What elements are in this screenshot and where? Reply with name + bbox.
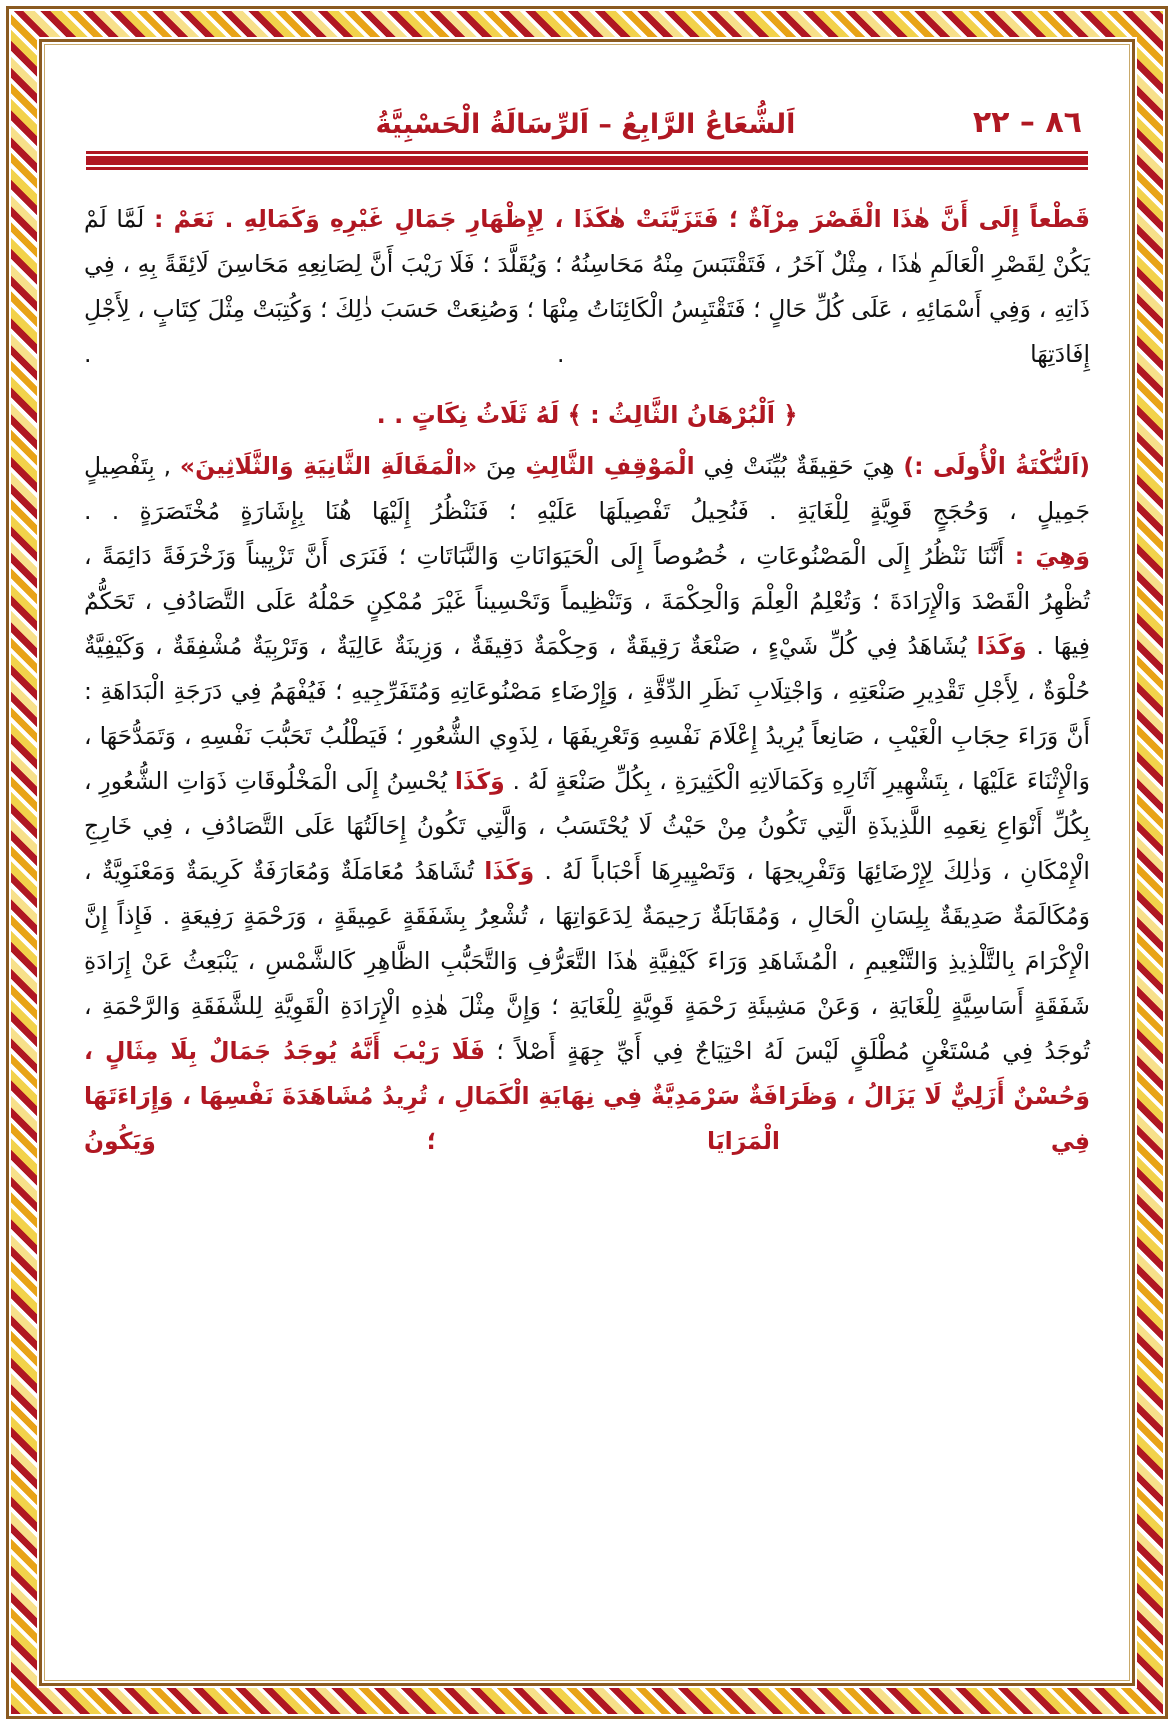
- paragraph-3-red-4: وَكَذَا: [484, 857, 535, 885]
- heading-third-proof-after: لَهُ ثَلَاثُ نِكَاتٍ . .: [376, 401, 560, 429]
- paragraph-3-red-3: وَكَذَا: [454, 767, 505, 795]
- paragraph-2-red-label: (اَلنُّكْتَةُ الْأُولَى :): [903, 452, 1090, 480]
- paragraph-2-red-3: «الْمَقَالَةِ الثَّانِيَةِ وَالثَّلَاثِينَ»: [179, 452, 478, 480]
- paragraph-3-text-3: يُحْسِنُ إِلَى الْمَخْلُوقَاتِ ذَوَاتِ الشُّعُورِ ، بِكُلِّ أَنْوَاعِ نِعَمِهِ اللَّذِيذَةِ الَّتِي تَكُونُ مِنْ حَيْثُ لَا يُحْتَسَبُ ، وَالَّتِي تَكُونُ إِحَالَتُهَا عَلَى التَّصَادُفِ ، فِي خَارِجِ الْإِمْكَانِ ، وَذٰلِكَ لِإِرْضَائِهَا وَتَفْرِيحِهَا ، وَتَصْيِيرِهَا أَحْبَاباً لَهُ .: [84, 767, 1090, 885]
- paragraph-3-red-2: وَكَذَا: [976, 632, 1027, 660]
- paragraph-1-rest: لَمَّا لَمْ يَكُنْ لِقَصْرِ الْعَالَمِ هٰذَا ، مِثْلٌ آخَرُ ، فَتَقْتَبَسَ مِنْهُ مَحَاسِنُهُ ؛ وَيُقَلَّدَ ؛ فَلَا رَيْبَ أَنَّ لِصَانِعِهِ مَحَاسِنَ لَائِقَةً بِهِ ، فِي ذَاتِهِ ، وَفِي أَسْمَائِهِ ، عَلَى كُلِّ حَالٍ ؛ فَتَقْتَبِسُ الْكَائِنَاتُ مِنْهَا ؛ وَصُنِعَتْ حَسَبَ ذٰلِكَ ؛ وَكُتِبَتْ مِثْلَ كِتَابٍ ، لِأَجْلِ إِفَادَتِهَا . .: [84, 205, 1090, 368]
- paragraph-3-text-4: تُشَاهَدُ مُعَامَلَةٌ وَمُعَارَفَةٌ كَرِيمَةٌ وَمَعْنَوِيَّةٌ ، وَمُكَالَمَةٌ صَدِيقَةٌ بِلِسَانِ الْحَالِ ، وَمُقَابَلَةٌ رَحِيمَةٌ لِدَعَوَاتِهَا ، تُشْعِرُ بِشَفَقَةٍ عَمِيقَةٍ ، وَرَحْمَةٍ رَفِيعَةٍ . فَإِذاً إِنَّ الْإِكْرَامَ بِالتَّلْذِيذِ وَالتَّنْعِيمِ ، الْمُشَاهَدِ وَرَاءَ كَيْفِيَّةِ هٰذَا التَّعَرُّفِ وَالتَّحَبُّبِ الظَّاهِرِ كَالشَّمْسِ ، يَنْبَعِثُ عَنْ إِرَادَةِ شَفَقَةٍ أَسَاسِيَّةٍ لِلْغَايَةِ ، وَعَنْ مَشِيئَةِ رَحْمَةٍ قَوِيَّةٍ لِلْغَايَةِ ؛ وَإِنَّ مِثْلَ هٰذِهِ الْإِرَادَةِ الْقَوِيَّةِ لِلشَّفَقَةِ وَالرَّحْمَةِ ، تُوجَدُ فِي مُسْتَغْنٍ مُطْلَقٍ لَيْسَ لَهُ احْتِيَاجٌ فِي أَيِّ جِهَةٍ أَصْلاً ؛: [84, 857, 1090, 1065]
- body-text: [60, 185, 1114, 1164]
- heading-third-proof-label: اَلْبُرْهَانُ الثَّالِثُ :: [590, 401, 775, 429]
- paragraph-1: [84, 197, 1090, 377]
- page-title: اَلشُّعَاعُ الرَّابِعُ – اَلرِّسَالَةُ الْحَسْبِيَّةُ: [375, 109, 796, 140]
- page-header: [60, 64, 1114, 140]
- paragraph-2-black-1: هِيَ حَقِيقَةٌ بُيِّنَتْ فِي: [703, 452, 895, 480]
- paragraph-3: [84, 534, 1090, 1164]
- heading-third-proof: [84, 393, 1090, 438]
- page-number: ٨٦ – ٢٢: [972, 105, 1082, 140]
- header-divider-rule: [86, 154, 1088, 167]
- paragraph-2: [84, 444, 1090, 534]
- ornament-open-icon: ﴿: [783, 401, 798, 429]
- paragraph-3-text-1: أَنَّنَا نَنْظُرُ إِلَى الْمَصْنُوعَاتِ ، خُصُوصاً إِلَى الْحَيَوَانَاتِ وَالنَّبَاتَاتِ ؛ فَنَرَى أَنَّ تَزْيِيناً وَزَخْرَفَةً دَائِمَةً ، تُظْهِرُ الْقَصْدَ وَالْإِرَادَةَ ؛ وَتُعْلِمُ الْعِلْمَ وَالْحِكْمَةَ ، وَتَنْظِيماً وَتَحْسِيناً غَيْرَ مُمْكِنٍ حَمْلُهُ عَلَى التَّصَادُفِ ، تَحَكُّمٌ فِيهَا .: [84, 542, 1090, 660]
- header-divider: [60, 154, 1114, 185]
- paragraph-2-black-3: , بِتَفْصِيلٍ جَمِيلٍ ، وَحُجَجٍ قَوِيَّةٍ لِلْغَايَةِ . فَنُحِيلُ تَفْصِيلَهَا عَلَيْهِ ؛ فَنَنْظُرُ إِلَيْهَا هُنَا بِإِشَارَةٍ مُخْتَصَرَةٍ . .: [84, 452, 1090, 525]
- paragraph-3-red-lead: وَهِيَ :: [1014, 542, 1090, 570]
- paragraph-2-red-2: الْمَوْقِفِ الثَّالِثِ: [525, 452, 695, 480]
- paragraph-3-text-2: يُشَاهَدُ فِي كُلِّ شَيْءٍ ، صَنْعَةٌ رَقِيقَةٌ ، وَحِكْمَةٌ دَقِيقَةٌ ، وَزِينَةٌ عَالِيَةٌ ، وَتَرْبِيَةٌ مُشْفِقَةٌ ، وَكَيْفِيَّةٌ حُلْوَةٌ ، لِأَجْلِ تَقْدِيرِ صَنْعَتِهِ ، وَاجْتِلَابِ نَظَرِ الدِّقَّةِ ، وَإِرْضَاءِ مَصْنُوعَاتِهِ وَمُتَفَرِّجِيهِ ؛ فَيُفْهَمُ فِي دَرَجَةِ الْبَدَاهَةِ : أَنَّ وَرَاءَ حِجَابِ الْغَيْبِ ، صَانِعاً يُرِيدُ إِعْلَامَ نَفْسِهِ وَتَعْرِيفَهَا ، لِذَوِي الشُّعُورِ ؛ فَيَطْلُبُ تَحَبُّبَ نَفْسِهِ ، وَتَمَدُّحَهَا ، وَالْإِثْنَاءَ عَلَيْهَا ، بِتَشْهِيرِ آثَارِهِ وَكَمَالَاتِهِ الْكَثِيرَةِ ، بِكُلِّ صَنْعَةٍ لَهُ .: [84, 632, 1090, 795]
- ornament-close-icon: ﴾: [567, 401, 582, 429]
- paragraph-2-black-2: مِنَ: [486, 452, 517, 480]
- page-content: [50, 50, 1124, 1675]
- paragraph-1-red-opening: قَطْعاً إِلَى أَنَّ هٰذَا الْقَصْرَ مِرْآةٌ ؛ فَتَزَيَّنَتْ هٰكَذَا ، لِإِظْهَارِ جَمَالِ غَيْرِهِ وَكَمَالِهِ . نَعَمْ :: [153, 205, 1090, 233]
- paragraph-4-red-closing: فَلَا رَيْبَ أَنَّهُ يُوجَدُ جَمَالٌ بِلَا مِثَالٍ ، وَحُسْنٌ أَزَلِيٌّ لَا يَزَالُ ، وَظَرَافَةٌ سَرْمَدِيَّةٌ فِي نِهَايَةِ الْكَمَالِ ، تُرِيدُ مُشَاهَدَةَ نَفْسِهَا ، وَإِرَاءَتَهَا فِي الْمَرَايَا ؛ وَيَكُونُ: [84, 1037, 1090, 1155]
